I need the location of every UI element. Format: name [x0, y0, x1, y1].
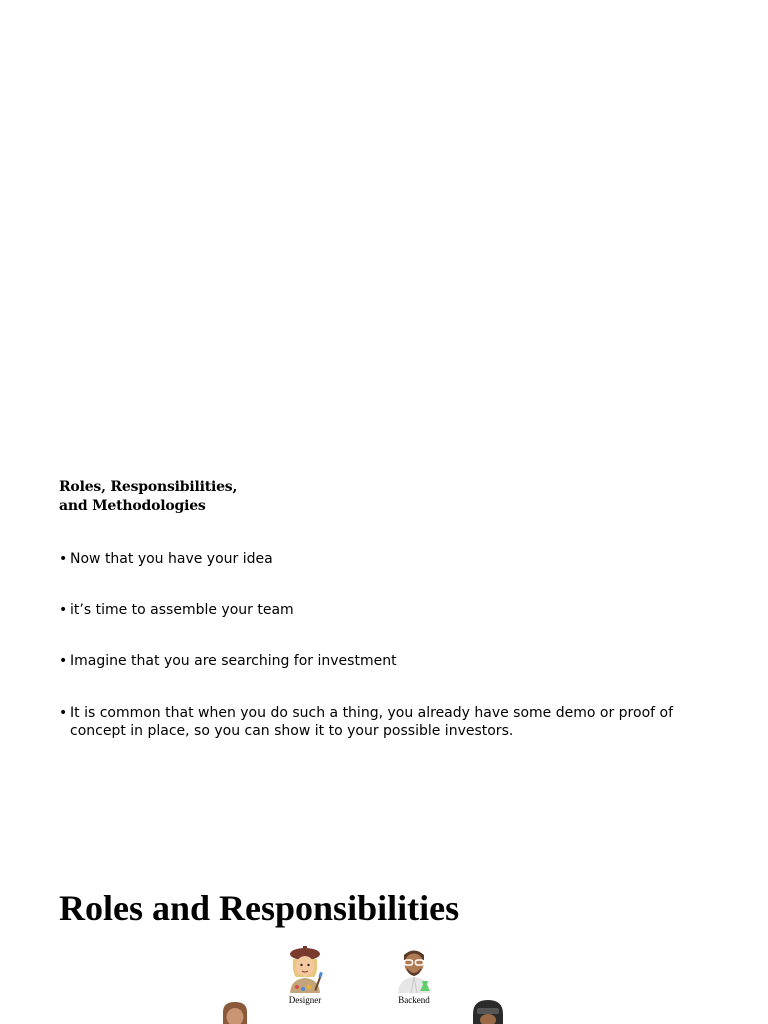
bullet-list	[59, 550, 709, 773]
team-member-label: Designer	[288, 995, 322, 1005]
bullet-dot: •	[59, 602, 68, 618]
team-member	[214, 1000, 256, 1024]
person-icon	[215, 1000, 255, 1024]
bullet-text: It is common that when you do such a thing, you already have some demo or proof of concept in place, so you can show it to your possible investors.	[70, 705, 674, 739]
artist-icon	[282, 945, 328, 993]
list-item	[59, 652, 709, 670]
bullet-dot: •	[59, 653, 68, 669]
bullet-text: Now that you have your idea	[70, 551, 273, 567]
bullet-text: it’s time to assemble your team	[70, 602, 294, 618]
bullet-text: Imagine that you are searching for investment	[70, 653, 397, 669]
section-heading-line2: and Methodologies	[59, 498, 206, 514]
team-member	[466, 998, 510, 1024]
team-member-backend	[385, 945, 443, 1006]
section-heading	[59, 478, 237, 516]
team-member-designer	[276, 945, 334, 1006]
bullet-dot: •	[59, 551, 68, 567]
bullet-dot: •	[59, 705, 68, 721]
slide-title: Roles and Responsibilities	[59, 888, 460, 928]
helmet-icon	[467, 998, 509, 1024]
list-item	[59, 704, 709, 740]
list-item	[59, 601, 709, 619]
section-heading-line1: Roles, Responsibilities,	[59, 479, 238, 495]
scientist-icon	[391, 945, 437, 993]
list-item	[59, 550, 709, 568]
team-member-label: Backend	[398, 995, 430, 1005]
